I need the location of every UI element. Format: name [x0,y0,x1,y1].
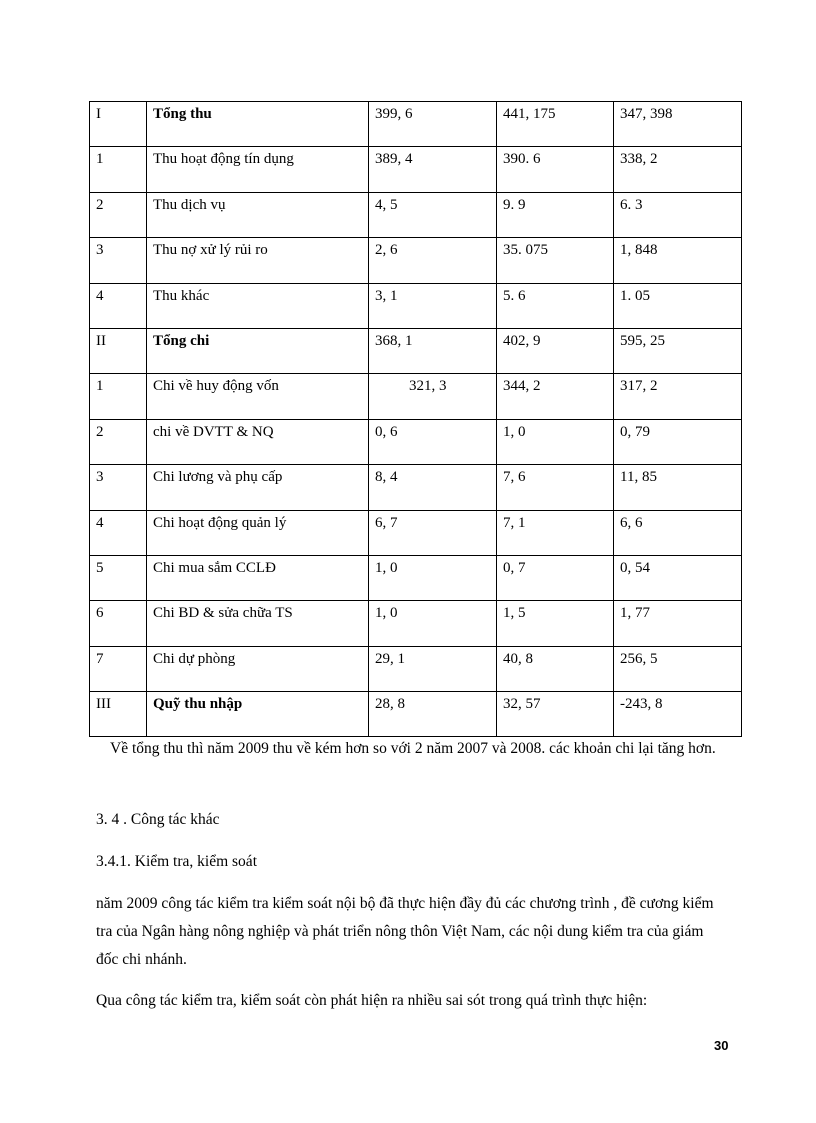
row-label-cell: Chi lương và phụ cấp [147,465,369,510]
value-cell-2: 40, 8 [497,646,614,691]
row-label-cell: Tổng thu [147,102,369,147]
row-index-cell: 5 [90,555,147,600]
value-cell-1: 8, 4 [369,465,497,510]
value-cell-3: 6. 3 [614,192,742,237]
value-cell-3: 1, 77 [614,601,742,646]
table-row [90,102,742,147]
value-cell-3: 6, 6 [614,510,742,555]
row-label-cell: Chi hoạt động quản lý [147,510,369,555]
value-cell-3: 1, 848 [614,238,742,283]
value-cell-3: 1. 05 [614,283,742,328]
row-index-cell: 6 [90,601,147,646]
table-row [90,374,742,419]
row-index-cell: 7 [90,646,147,691]
value-cell-2: 7, 6 [497,465,614,510]
table-row [90,646,742,691]
row-label-cell: Chi dự phòng [147,646,369,691]
value-cell-1: 0, 6 [369,419,497,464]
table-row [90,692,742,737]
value-cell-1: 2, 6 [369,238,497,283]
value-cell-2: 1, 0 [497,419,614,464]
table-row [90,419,742,464]
table-row [90,283,742,328]
value-cell-2: 0, 7 [497,555,614,600]
row-label-cell: Quỹ thu nhập [147,692,369,737]
table-row [90,147,742,192]
row-index-cell: 3 [90,465,147,510]
subsection-heading-inspection: 3.4.1. Kiểm tra, kiểm soát [96,853,257,870]
value-cell-3: 338, 2 [614,147,742,192]
row-index-cell: III [90,692,147,737]
row-label-cell: Chi BD & sửa chữa TS [147,601,369,646]
row-index-cell: I [90,102,147,147]
value-cell-3: 595, 25 [614,328,742,373]
row-index-cell: II [90,328,147,373]
value-cell-1: 368, 1 [369,328,497,373]
value-cell-3: 317, 2 [614,374,742,419]
value-cell-2: 32, 57 [497,692,614,737]
value-cell-3: 0, 54 [614,555,742,600]
value-cell-3: -243, 8 [614,692,742,737]
value-cell-2: 7, 1 [497,510,614,555]
row-label-cell: Chi về huy động vốn [147,374,369,419]
value-cell-1: 4, 5 [369,192,497,237]
row-label-cell: Tổng chi [147,328,369,373]
row-index-cell: 2 [90,192,147,237]
paragraph-findings: Qua công tác kiểm tra, kiểm soát còn phát hiện ra nhiều sai sót trong quá trình thực hiện: [96,992,648,1009]
row-index-cell: 4 [90,510,147,555]
row-index-cell: 2 [90,419,147,464]
value-cell-2: 1, 5 [497,601,614,646]
value-cell-3: 256, 5 [614,646,742,691]
value-cell-1: 29, 1 [369,646,497,691]
row-label-cell: Thu hoạt động tín dụng [147,147,369,192]
row-index-cell: 3 [90,238,147,283]
value-cell-1: 1, 0 [369,555,497,600]
value-cell-2: 9. 9 [497,192,614,237]
row-index-cell: 1 [90,374,147,419]
value-cell-1: 321, 3 [369,374,497,419]
value-cell-2: 390. 6 [497,147,614,192]
paragraph-summary: Về tổng thu thì năm 2009 thu về kém hơn so với 2 năm 2007 và 2008. các khoản chi lại tăng hơn. [110,740,716,757]
value-cell-1: 1, 0 [369,601,497,646]
value-cell-2: 5. 6 [497,283,614,328]
table-row [90,555,742,600]
value-cell-1: 3, 1 [369,283,497,328]
value-cell-1: 389, 4 [369,147,497,192]
value-cell-2: 35. 075 [497,238,614,283]
finance-table [89,101,742,737]
value-cell-1: 399, 6 [369,102,497,147]
value-cell-2: 344, 2 [497,374,614,419]
value-cell-2: 402, 9 [497,328,614,373]
value-cell-2: 441, 175 [497,102,614,147]
row-index-cell: 4 [90,283,147,328]
row-label-cell: Thu nợ xử lý rủi ro [147,238,369,283]
row-label-cell: Chi mua sắm CCLĐ [147,555,369,600]
value-cell-3: 347, 398 [614,102,742,147]
value-cell-1: 6, 7 [369,510,497,555]
row-label-cell: Thu khác [147,283,369,328]
row-label-cell: Thu dịch vụ [147,192,369,237]
table-row [90,510,742,555]
table-row [90,601,742,646]
paragraph-inspection: năm 2009 công tác kiểm tra kiểm soát nội bộ đã thực hiện đầy đủ các chương trình , đề cương kiểm tra của Ngân hàng nông nghiệp và phát triển nông thôn Việt Nam, các nội dung kiểm tra của giám đốc chi nhánh. [96,895,714,968]
page-number: 30 [714,1038,729,1053]
value-cell-3: 11, 85 [614,465,742,510]
row-label-cell: chi về DVTT & NQ [147,419,369,464]
finance-table-body [90,102,742,737]
value-cell-3: 0, 79 [614,419,742,464]
table-row [90,328,742,373]
table-row [90,465,742,510]
table-row [90,192,742,237]
value-cell-1: 28, 8 [369,692,497,737]
section-heading-other-work: 3. 4 . Công tác khác [96,811,220,828]
table-row [90,238,742,283]
row-index-cell: 1 [90,147,147,192]
